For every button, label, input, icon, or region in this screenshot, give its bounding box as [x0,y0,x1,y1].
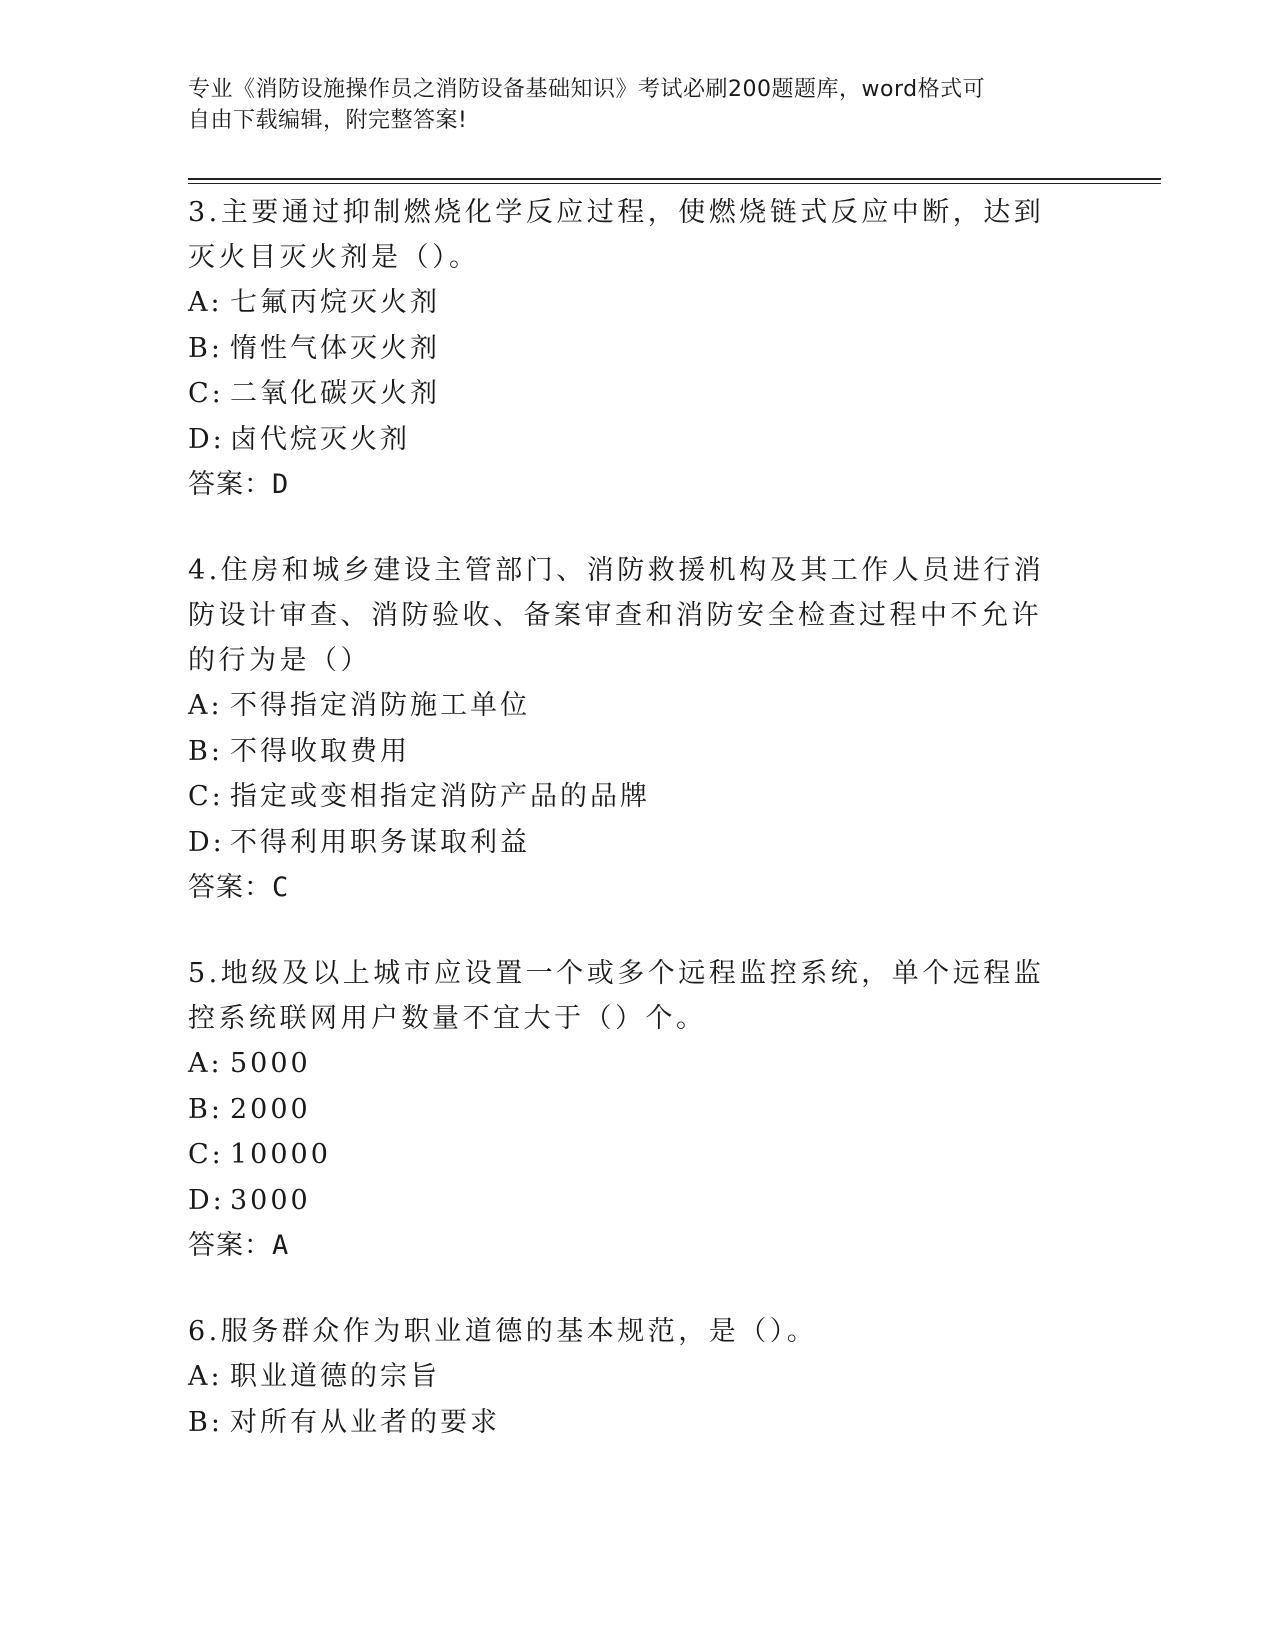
question-text: 6.服务群众作为职业道德的基本规范，是（）。 [188,1316,818,1347]
option-b [188,326,1068,372]
option-c [188,371,1068,417]
option-b [188,729,1068,775]
option-c [188,774,1068,820]
option-text: 不得收取费用 [230,735,410,767]
option-a [188,683,1068,729]
question-text: 5.地级及以上城市应设置一个或多个远程监控系统，单个远程监控系统联网用户数量不宜大于（）个。 [188,958,1045,1034]
option-label: D: [188,423,225,455]
option-d [188,820,1068,866]
header-divider-thick [188,178,1161,180]
question-item [188,190,1068,508]
option-b [188,1400,1068,1446]
question-text: 4.住房和城乡建设主管部门、消防救援机构及其工作人员进行消防设计审查、消防验收、备案审查和消防安全检查过程中不允许的行为是（） [188,555,1045,676]
option-label: A: [188,1361,223,1392]
option-text: 对所有从业者的要求 [230,1406,500,1438]
option-text: 不得指定消防施工单位 [230,690,530,721]
option-a [188,1354,1068,1400]
header-divider-thin [188,183,1161,184]
option-a [188,1041,1068,1087]
option-label: B: [188,1406,223,1438]
answer-value: A [272,1230,290,1261]
question-item [188,548,1068,911]
question-item [188,1309,1068,1445]
option-label: A: [188,287,223,318]
header-line-2: 自由下载编辑，附完整答案! [188,108,468,133]
option-text: 卤代烷灭火剂 [230,423,410,455]
header-line-1: 专业《消防设施操作员之消防设备基础知识》考试必刷200题题库，word格式可 [188,77,986,102]
option-text: 10000 [230,1139,331,1170]
answer-label: 答案： [188,872,272,903]
answer-label: 答案： [188,1230,272,1261]
option-b [188,1087,1068,1133]
answer-value: D [272,469,290,500]
document-header [188,74,1088,136]
option-label: A: [188,1048,223,1079]
option-text: 5000 [230,1048,311,1079]
answer-line [188,1223,1068,1269]
option-text: 2000 [230,1093,311,1125]
option-label: B: [188,735,223,767]
option-a [188,280,1068,326]
option-d [188,1178,1068,1224]
option-label: C: [188,1139,224,1170]
option-text: 3000 [230,1184,311,1216]
question-item [188,951,1068,1269]
option-d [188,417,1068,463]
option-text: 指定或变相指定消防产品的品牌 [230,781,650,812]
option-text: 不得利用职务谋取利益 [230,826,530,858]
option-label: C: [188,781,224,812]
option-label: B: [188,1093,223,1125]
option-label: B: [188,332,223,364]
question-list [188,190,1068,1485]
answer-label: 答案： [188,469,272,500]
option-label: C: [188,378,224,409]
option-text: 惰性气体灭火剂 [230,332,440,364]
option-c [188,1132,1068,1178]
answer-value: C [272,872,290,903]
option-text: 二氧化碳灭火剂 [230,378,440,409]
question-text: 3.主要通过抑制燃烧化学反应过程，使燃烧链式反应中断，达到灭火目灭火剂是（）。 [188,197,1045,273]
answer-line [188,865,1068,911]
option-text: 七氟丙烷灭火剂 [230,287,440,318]
option-label: D: [188,1184,225,1216]
answer-line [188,462,1068,508]
option-label: A: [188,690,223,721]
option-label: D: [188,826,225,858]
option-text: 职业道德的宗旨 [230,1361,440,1392]
